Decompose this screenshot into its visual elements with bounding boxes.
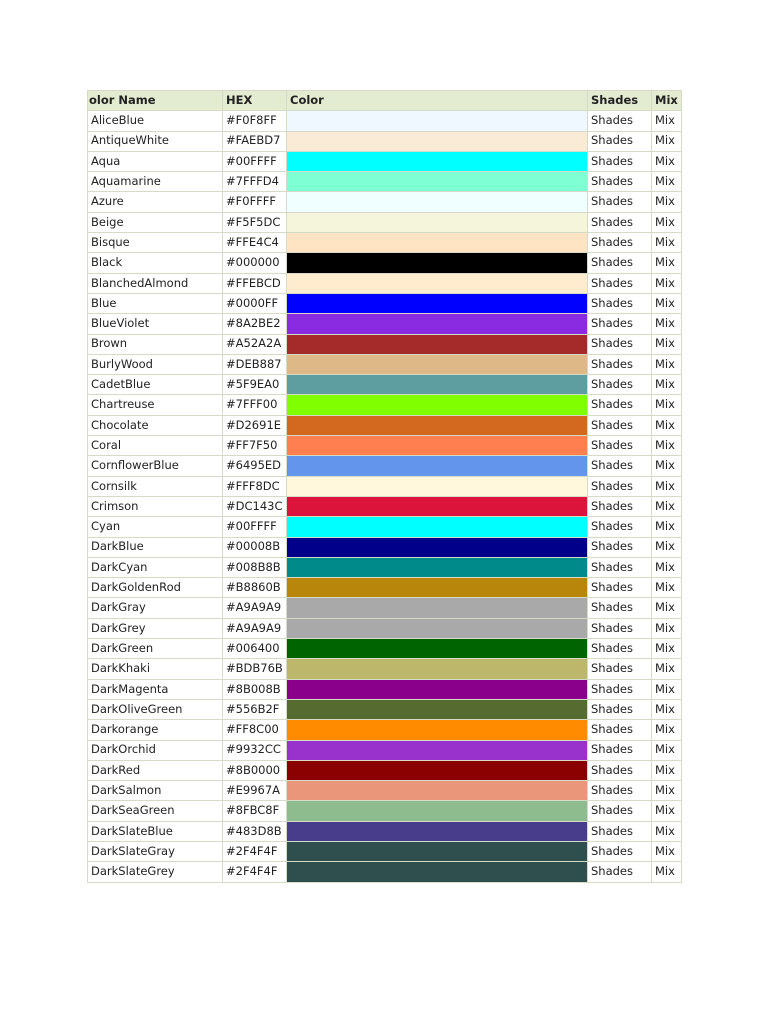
color-swatch xyxy=(287,740,588,760)
mix-link[interactable]: Mix xyxy=(652,273,682,293)
color-name-cell: Brown xyxy=(88,334,223,354)
color-table xyxy=(87,90,682,883)
mix-link[interactable]: Mix xyxy=(652,456,682,476)
color-name-cell: CadetBlue xyxy=(88,375,223,395)
table-row xyxy=(88,192,682,212)
color-name-cell: AntiqueWhite xyxy=(88,131,223,151)
color-swatch xyxy=(287,720,588,740)
color-swatch xyxy=(287,618,588,638)
table-row xyxy=(88,415,682,435)
color-name-cell: BlanchedAlmond xyxy=(88,273,223,293)
table-row xyxy=(88,578,682,598)
shades-link[interactable]: Shades xyxy=(588,233,652,253)
hex-code-cell: #8B0000 xyxy=(223,760,287,780)
color-name-cell: Darkorange xyxy=(88,720,223,740)
mix-link[interactable]: Mix xyxy=(652,354,682,374)
color-name-cell: DarkBlue xyxy=(88,537,223,557)
table-row xyxy=(88,781,682,801)
shades-link[interactable]: Shades xyxy=(588,456,652,476)
table-row xyxy=(88,395,682,415)
color-swatch xyxy=(287,476,588,496)
shades-link[interactable]: Shades xyxy=(588,314,652,334)
table-row xyxy=(88,293,682,313)
color-swatch xyxy=(287,192,588,212)
hex-code-cell: #FF8C00 xyxy=(223,720,287,740)
mix-link[interactable]: Mix xyxy=(652,192,682,212)
table-row xyxy=(88,537,682,557)
color-name-cell: DarkMagenta xyxy=(88,679,223,699)
table-row xyxy=(88,841,682,861)
mix-link[interactable]: Mix xyxy=(652,293,682,313)
mix-link[interactable]: Mix xyxy=(652,375,682,395)
table-row xyxy=(88,151,682,171)
mix-link[interactable]: Mix xyxy=(652,151,682,171)
table-row xyxy=(88,862,682,882)
color-name-cell: DarkGreen xyxy=(88,639,223,659)
color-name-cell: DarkSlateGrey xyxy=(88,862,223,882)
color-swatch xyxy=(287,131,588,151)
table-row xyxy=(88,436,682,456)
table-row xyxy=(88,659,682,679)
hex-code-cell: #FF7F50 xyxy=(223,436,287,456)
shades-link[interactable]: Shades xyxy=(588,253,652,273)
table-row xyxy=(88,639,682,659)
table-row xyxy=(88,172,682,192)
mix-link[interactable]: Mix xyxy=(652,841,682,861)
mix-link[interactable]: Mix xyxy=(652,496,682,516)
mix-link[interactable]: Mix xyxy=(652,618,682,638)
hex-code-cell: #9932CC xyxy=(223,740,287,760)
table-row xyxy=(88,679,682,699)
mix-link[interactable]: Mix xyxy=(652,212,682,232)
color-swatch xyxy=(287,314,588,334)
shades-link[interactable]: Shades xyxy=(588,415,652,435)
color-swatch xyxy=(287,841,588,861)
color-swatch xyxy=(287,557,588,577)
color-name-cell: Chocolate xyxy=(88,415,223,435)
mix-link[interactable]: Mix xyxy=(652,760,682,780)
shades-link[interactable]: Shades xyxy=(588,192,652,212)
color-name-cell: DarkSeaGreen xyxy=(88,801,223,821)
color-swatch xyxy=(287,699,588,719)
mix-link[interactable]: Mix xyxy=(652,740,682,760)
hex-code-cell: #8B008B xyxy=(223,679,287,699)
hex-code-cell: #F0FFFF xyxy=(223,192,287,212)
color-name-cell: Black xyxy=(88,253,223,273)
color-name-cell: AliceBlue xyxy=(88,111,223,131)
shades-link[interactable]: Shades xyxy=(588,659,652,679)
mix-link[interactable]: Mix xyxy=(652,517,682,537)
mix-link[interactable]: Mix xyxy=(652,598,682,618)
shades-link[interactable]: Shades xyxy=(588,578,652,598)
shades-link[interactable]: Shades xyxy=(588,618,652,638)
color-swatch xyxy=(287,781,588,801)
shades-link[interactable]: Shades xyxy=(588,760,652,780)
mix-link[interactable]: Mix xyxy=(652,578,682,598)
hex-code-cell: #00008B xyxy=(223,537,287,557)
color-swatch xyxy=(287,253,588,273)
mix-link[interactable]: Mix xyxy=(652,679,682,699)
hex-code-cell: #DC143C xyxy=(223,496,287,516)
color-name-cell: BurlyWood xyxy=(88,354,223,374)
table-row xyxy=(88,354,682,374)
color-swatch xyxy=(287,517,588,537)
column-header-hex: HEX xyxy=(223,91,287,111)
table-row xyxy=(88,233,682,253)
mix-link[interactable]: Mix xyxy=(652,415,682,435)
color-swatch xyxy=(287,273,588,293)
color-swatch xyxy=(287,172,588,192)
shades-link[interactable]: Shades xyxy=(588,293,652,313)
mix-link[interactable]: Mix xyxy=(652,172,682,192)
hex-code-cell: #008B8B xyxy=(223,557,287,577)
color-name-cell: Azure xyxy=(88,192,223,212)
hex-code-cell: #FFEBCD xyxy=(223,273,287,293)
color-name-cell: DarkGoldenRod xyxy=(88,578,223,598)
color-name-cell: DarkGray xyxy=(88,598,223,618)
color-name-cell: Coral xyxy=(88,436,223,456)
color-name-cell: Cyan xyxy=(88,517,223,537)
header-row xyxy=(88,91,682,111)
mix-link[interactable]: Mix xyxy=(652,253,682,273)
hex-code-cell: #FFE4C4 xyxy=(223,233,287,253)
color-swatch xyxy=(287,659,588,679)
color-swatch xyxy=(287,578,588,598)
shades-link[interactable]: Shades xyxy=(588,334,652,354)
shades-link[interactable]: Shades xyxy=(588,781,652,801)
shades-link[interactable]: Shades xyxy=(588,496,652,516)
color-name-cell: BlueViolet xyxy=(88,314,223,334)
color-swatch xyxy=(287,679,588,699)
hex-code-cell: #00FFFF xyxy=(223,151,287,171)
hex-code-cell: #7FFF00 xyxy=(223,395,287,415)
hex-code-cell: #A52A2A xyxy=(223,334,287,354)
color-swatch xyxy=(287,415,588,435)
hex-code-cell: #A9A9A9 xyxy=(223,598,287,618)
shades-link[interactable]: Shades xyxy=(588,740,652,760)
hex-code-cell: #F0F8FF xyxy=(223,111,287,131)
color-name-cell: DarkKhaki xyxy=(88,659,223,679)
table-body xyxy=(88,111,682,882)
table-row xyxy=(88,212,682,232)
color-name-cell: Beige xyxy=(88,212,223,232)
hex-code-cell: #FAEBD7 xyxy=(223,131,287,151)
mix-link[interactable]: Mix xyxy=(652,436,682,456)
table-row xyxy=(88,598,682,618)
shades-link[interactable]: Shades xyxy=(588,172,652,192)
table-row xyxy=(88,760,682,780)
color-name-cell: Crimson xyxy=(88,496,223,516)
color-name-cell: DarkOliveGreen xyxy=(88,699,223,719)
hex-code-cell: #5F9EA0 xyxy=(223,375,287,395)
mix-link[interactable]: Mix xyxy=(652,862,682,882)
column-header-name: olor Name xyxy=(88,91,223,111)
mix-link[interactable]: Mix xyxy=(652,111,682,131)
shades-link[interactable]: Shades xyxy=(588,395,652,415)
shades-link[interactable]: Shades xyxy=(588,476,652,496)
hex-code-cell: #8FBC8F xyxy=(223,801,287,821)
hex-code-cell: #7FFFD4 xyxy=(223,172,287,192)
shades-link[interactable]: Shades xyxy=(588,151,652,171)
color-swatch xyxy=(287,354,588,374)
color-swatch xyxy=(287,375,588,395)
table-row xyxy=(88,253,682,273)
color-swatch xyxy=(287,293,588,313)
color-name-cell: Aquamarine xyxy=(88,172,223,192)
shades-link[interactable]: Shades xyxy=(588,862,652,882)
table-row xyxy=(88,557,682,577)
mix-link[interactable]: Mix xyxy=(652,395,682,415)
table-row xyxy=(88,375,682,395)
color-name-cell: DarkRed xyxy=(88,760,223,780)
hex-code-cell: #F5F5DC xyxy=(223,212,287,232)
table-row xyxy=(88,740,682,760)
mix-link[interactable]: Mix xyxy=(652,131,682,151)
shades-link[interactable]: Shades xyxy=(588,639,652,659)
color-swatch xyxy=(287,233,588,253)
shades-link[interactable]: Shades xyxy=(588,801,652,821)
shades-link[interactable]: Shades xyxy=(588,537,652,557)
column-header-mix: Mix xyxy=(652,91,682,111)
hex-code-cell: #483D8B xyxy=(223,821,287,841)
color-swatch xyxy=(287,639,588,659)
column-header-color: Color xyxy=(287,91,588,111)
color-name-cell: DarkSlateBlue xyxy=(88,821,223,841)
color-swatch xyxy=(287,212,588,232)
color-name-cell: CornflowerBlue xyxy=(88,456,223,476)
hex-code-cell: #000000 xyxy=(223,253,287,273)
color-name-cell: DarkSalmon xyxy=(88,781,223,801)
shades-link[interactable]: Shades xyxy=(588,212,652,232)
table-row xyxy=(88,476,682,496)
shades-link[interactable]: Shades xyxy=(588,354,652,374)
mix-link[interactable]: Mix xyxy=(652,314,682,334)
mix-link[interactable]: Mix xyxy=(652,720,682,740)
table-row xyxy=(88,801,682,821)
hex-code-cell: #0000FF xyxy=(223,293,287,313)
color-swatch xyxy=(287,537,588,557)
color-swatch xyxy=(287,760,588,780)
color-name-cell: DarkSlateGray xyxy=(88,841,223,861)
color-swatch xyxy=(287,598,588,618)
hex-code-cell: #8A2BE2 xyxy=(223,314,287,334)
color-swatch xyxy=(287,496,588,516)
hex-code-cell: #BDB76B xyxy=(223,659,287,679)
hex-code-cell: #D2691E xyxy=(223,415,287,435)
table-row xyxy=(88,720,682,740)
hex-code-cell: #556B2F xyxy=(223,699,287,719)
table-row xyxy=(88,334,682,354)
column-header-shades: Shades xyxy=(588,91,652,111)
color-name-cell: Blue xyxy=(88,293,223,313)
color-swatch xyxy=(287,334,588,354)
color-swatch xyxy=(287,436,588,456)
mix-link[interactable]: Mix xyxy=(652,781,682,801)
hex-code-cell: #FFF8DC xyxy=(223,476,287,496)
color-swatch xyxy=(287,151,588,171)
color-swatch xyxy=(287,821,588,841)
hex-code-cell: #E9967A xyxy=(223,781,287,801)
hex-code-cell: #6495ED xyxy=(223,456,287,476)
mix-link[interactable]: Mix xyxy=(652,801,682,821)
mix-link[interactable]: Mix xyxy=(652,334,682,354)
mix-link[interactable]: Mix xyxy=(652,699,682,719)
table-row xyxy=(88,131,682,151)
color-swatch xyxy=(287,111,588,131)
hex-code-cell: #2F4F4F xyxy=(223,841,287,861)
mix-link[interactable]: Mix xyxy=(652,476,682,496)
shades-link[interactable]: Shades xyxy=(588,436,652,456)
shades-link[interactable]: Shades xyxy=(588,598,652,618)
mix-link[interactable]: Mix xyxy=(652,821,682,841)
shades-link[interactable]: Shades xyxy=(588,131,652,151)
table-row xyxy=(88,273,682,293)
hex-code-cell: #DEB887 xyxy=(223,354,287,374)
mix-link[interactable]: Mix xyxy=(652,233,682,253)
color-name-cell: Chartreuse xyxy=(88,395,223,415)
hex-code-cell: #2F4F4F xyxy=(223,862,287,882)
color-name-cell: DarkGrey xyxy=(88,618,223,638)
shades-link[interactable]: Shades xyxy=(588,720,652,740)
table-row xyxy=(88,111,682,131)
shades-link[interactable]: Shades xyxy=(588,821,652,841)
shades-link[interactable]: Shades xyxy=(588,111,652,131)
color-swatch xyxy=(287,862,588,882)
color-swatch xyxy=(287,801,588,821)
table-row xyxy=(88,517,682,537)
shades-link[interactable]: Shades xyxy=(588,841,652,861)
hex-code-cell: #00FFFF xyxy=(223,517,287,537)
table-row xyxy=(88,618,682,638)
hex-code-cell: #B8860B xyxy=(223,578,287,598)
color-swatch xyxy=(287,456,588,476)
table-row xyxy=(88,314,682,334)
mix-link[interactable]: Mix xyxy=(652,639,682,659)
color-name-cell: Cornsilk xyxy=(88,476,223,496)
shades-link[interactable]: Shades xyxy=(588,375,652,395)
hex-code-cell: #A9A9A9 xyxy=(223,618,287,638)
hex-code-cell: #006400 xyxy=(223,639,287,659)
color-name-cell: DarkCyan xyxy=(88,557,223,577)
shades-link[interactable]: Shades xyxy=(588,557,652,577)
mix-link[interactable]: Mix xyxy=(652,537,682,557)
color-swatch xyxy=(287,395,588,415)
color-name-cell: DarkOrchid xyxy=(88,740,223,760)
shades-link[interactable]: Shades xyxy=(588,699,652,719)
table-row xyxy=(88,699,682,719)
color-name-cell: Aqua xyxy=(88,151,223,171)
table-row xyxy=(88,456,682,476)
shades-link[interactable]: Shades xyxy=(588,273,652,293)
shades-link[interactable]: Shades xyxy=(588,517,652,537)
mix-link[interactable]: Mix xyxy=(652,557,682,577)
mix-link[interactable]: Mix xyxy=(652,659,682,679)
table-row xyxy=(88,496,682,516)
shades-link[interactable]: Shades xyxy=(588,679,652,699)
color-name-cell: Bisque xyxy=(88,233,223,253)
table-row xyxy=(88,821,682,841)
